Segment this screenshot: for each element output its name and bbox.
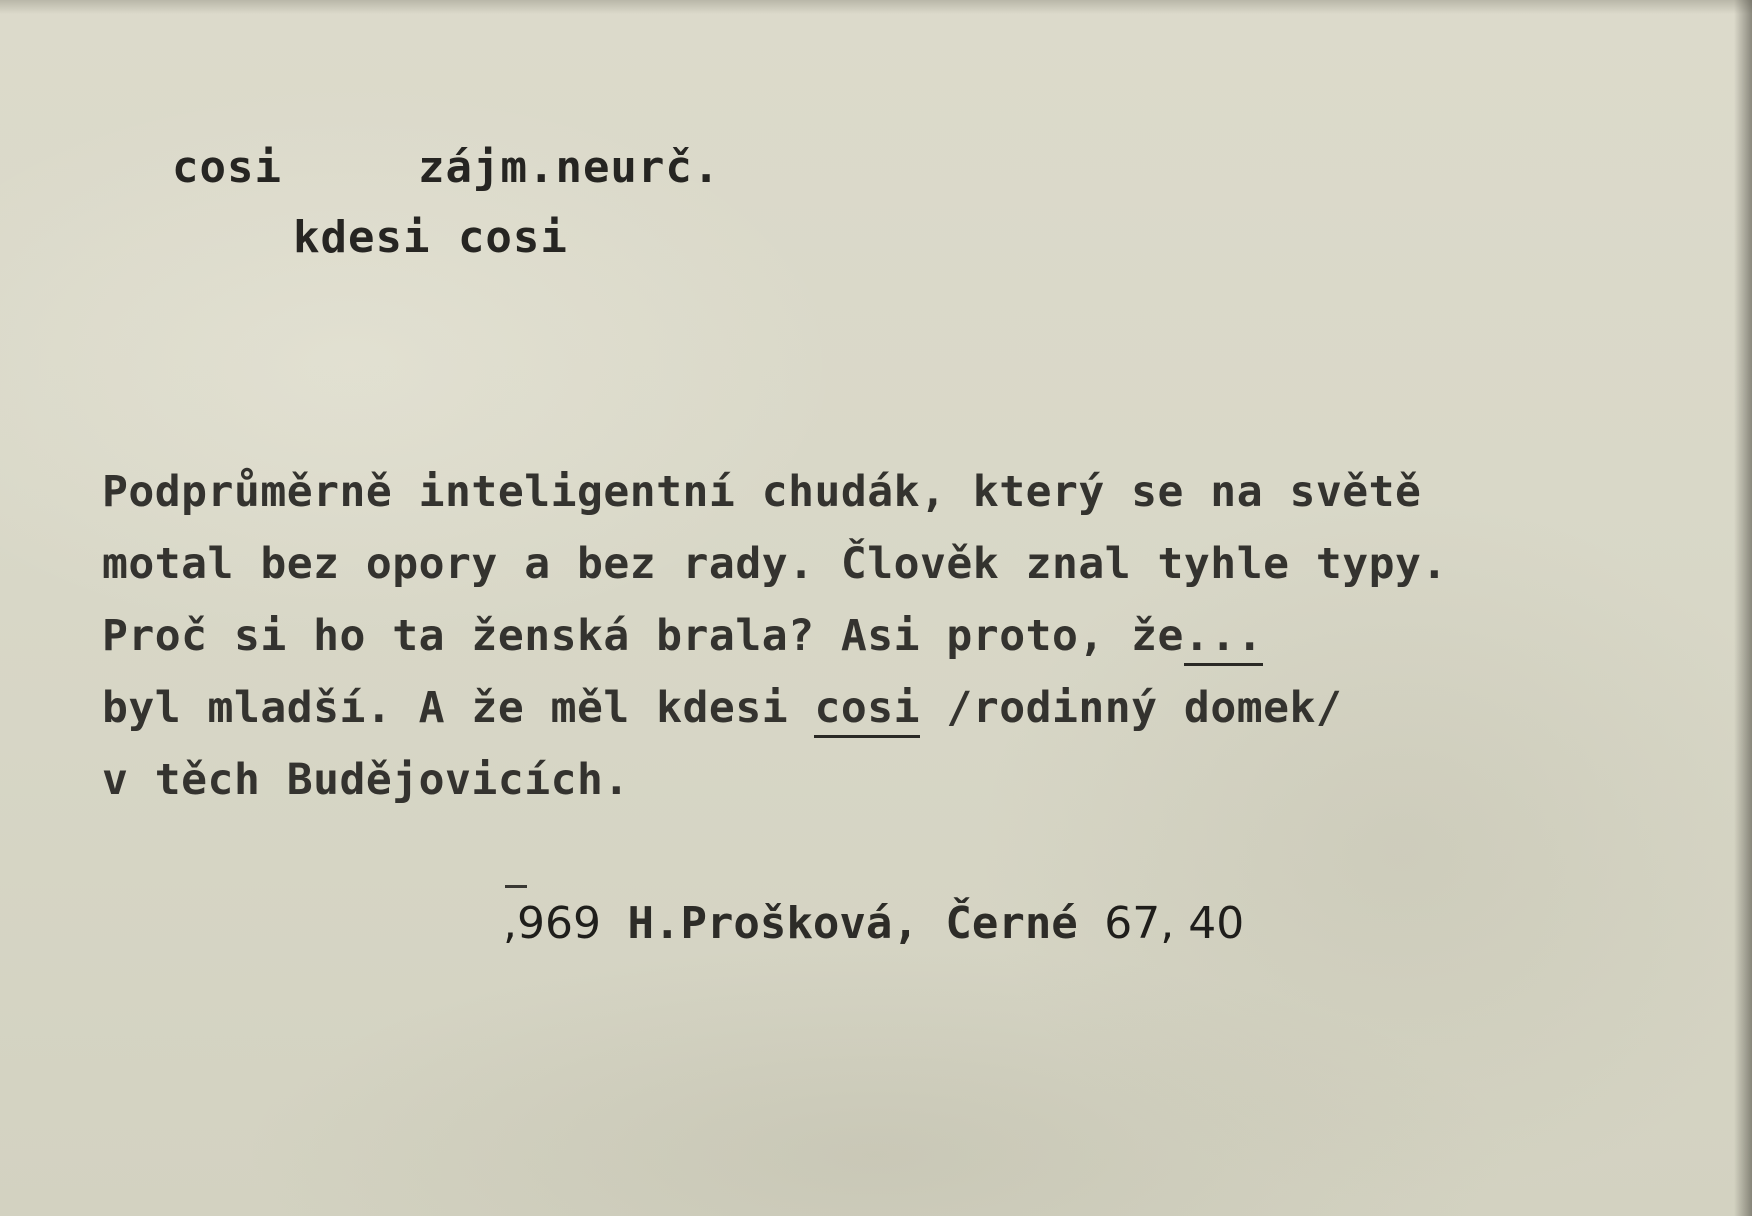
excerpt-line-3 bbox=[102, 600, 1448, 672]
excerpt-highlighted-headword: cosi bbox=[814, 683, 920, 738]
excerpt-line-4-rest: /rodinný domek/ bbox=[920, 683, 1343, 733]
excerpt-line-5: v těch Budějovicích. bbox=[102, 755, 630, 805]
source-year: ,969 bbox=[503, 898, 601, 949]
excerpt-text bbox=[102, 456, 1448, 816]
card-top-edge bbox=[0, 0, 1752, 14]
excerpt-line-3-text: Proč si ho ta ženská brala? Asi proto, že bbox=[102, 611, 1184, 661]
excerpt-line-4 bbox=[102, 672, 1448, 744]
collocation: kdesi cosi bbox=[293, 212, 568, 263]
year-overmark bbox=[505, 885, 527, 888]
excerpt-line-4-text: byl mladší. A že měl kdesi bbox=[102, 683, 815, 733]
source-author-title: H.Prošková, Černé bbox=[600, 898, 1105, 949]
excerpt-line-2: motal bez opory a bez rady. Člověk znal tyhle typy. bbox=[102, 539, 1448, 589]
excerpt-line-1: Podprůměrně inteligentní chudák, který se na světě bbox=[102, 467, 1422, 517]
part-of-speech: zájm.neurč. bbox=[418, 142, 721, 193]
headword: cosi bbox=[172, 142, 282, 193]
source-page-ref: 67, 40 bbox=[1104, 898, 1245, 949]
excerpt-omission: ... bbox=[1184, 611, 1263, 666]
source-citation bbox=[503, 898, 1244, 949]
card-right-edge bbox=[1734, 0, 1752, 1216]
